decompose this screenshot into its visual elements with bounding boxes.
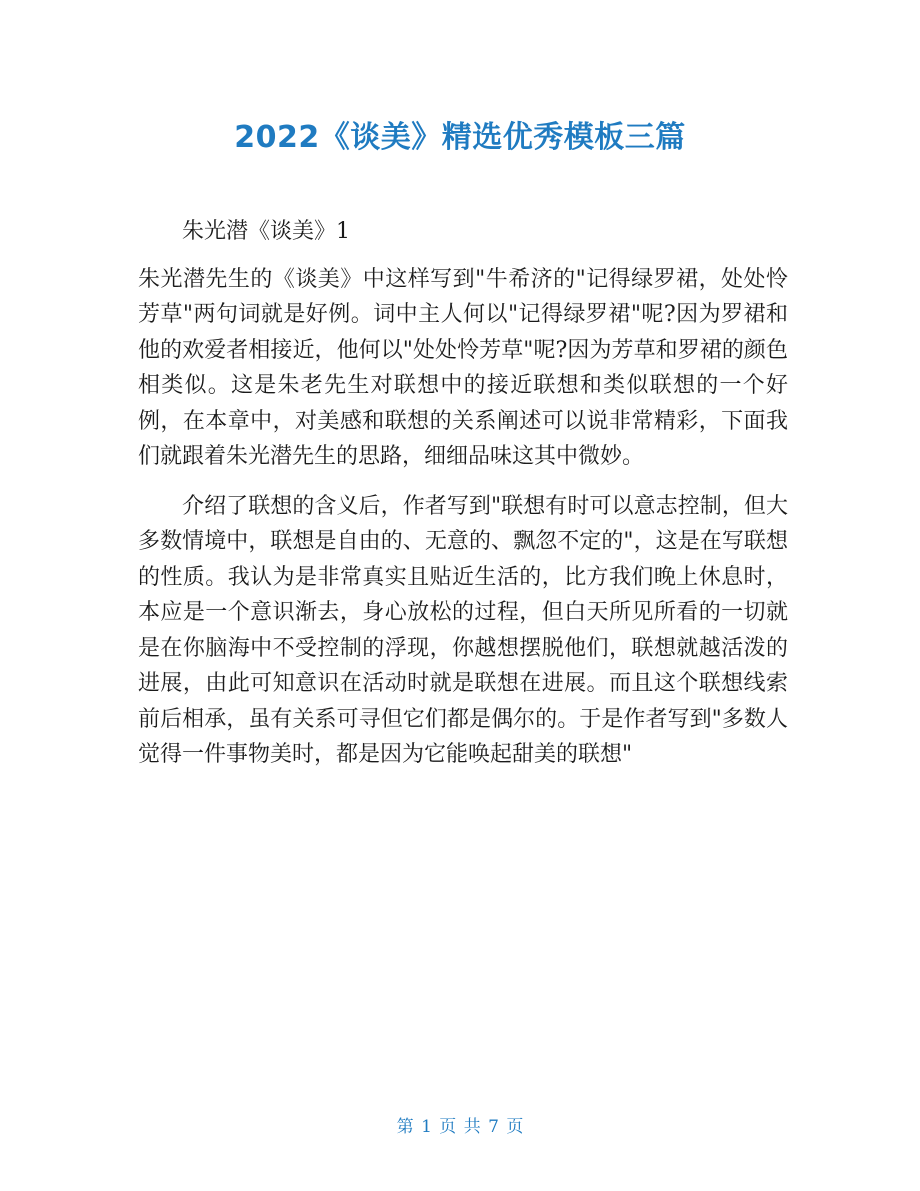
page-number-footer: 第 1 页 共 7 页 (396, 1117, 524, 1137)
document-body (138, 214, 788, 773)
paragraph-1: 朱光潜先生的《谈美》中这样写到"牛希济的"记得绿罗裙，处处怜芳草"两句词就是好例。词中主人何以"记得绿罗裙"呢?因为罗裙和他的欢爱者相接近，他何以"处处怜芳草"呢?因为芳草和罗裙的颜色相类似。这是朱老先生对联想中的接近联想和类似联想的一个好例，在本章中，对美感和联想的关系阐述可以说非常精彩，下面我们就跟着朱光潜先生的思路，细细品味这其中微妙。 (138, 266, 788, 469)
paragraph-2: 介绍了联想的含义后，作者写到"联想有时可以意志控制，但大多数情境中，联想是自由的、无意的、飘忽不定的"，这是在写联想的性质。我认为是非常真实且贴近生活的，比方我们晚上休息时，本应是一个意识渐去，身心放松的过程，但白天所见所看的一切就是在你脑海中不受控制的浮现，你越想摆脱他们，联想就越活泼的进展，由此可知意识在活动时就是联想在进展。而且这个联想线索前后相承，虽有关系可寻但它们都是偶尔的。于是作者写到"多数人觉得一件事物美时，都是因为它能唤起甜美的联想" (138, 493, 788, 767)
document-title: 2022《谈美》精选优秀模板三篇 (234, 120, 686, 155)
section-subtitle: 朱光潜《谈美》1 (182, 219, 350, 244)
